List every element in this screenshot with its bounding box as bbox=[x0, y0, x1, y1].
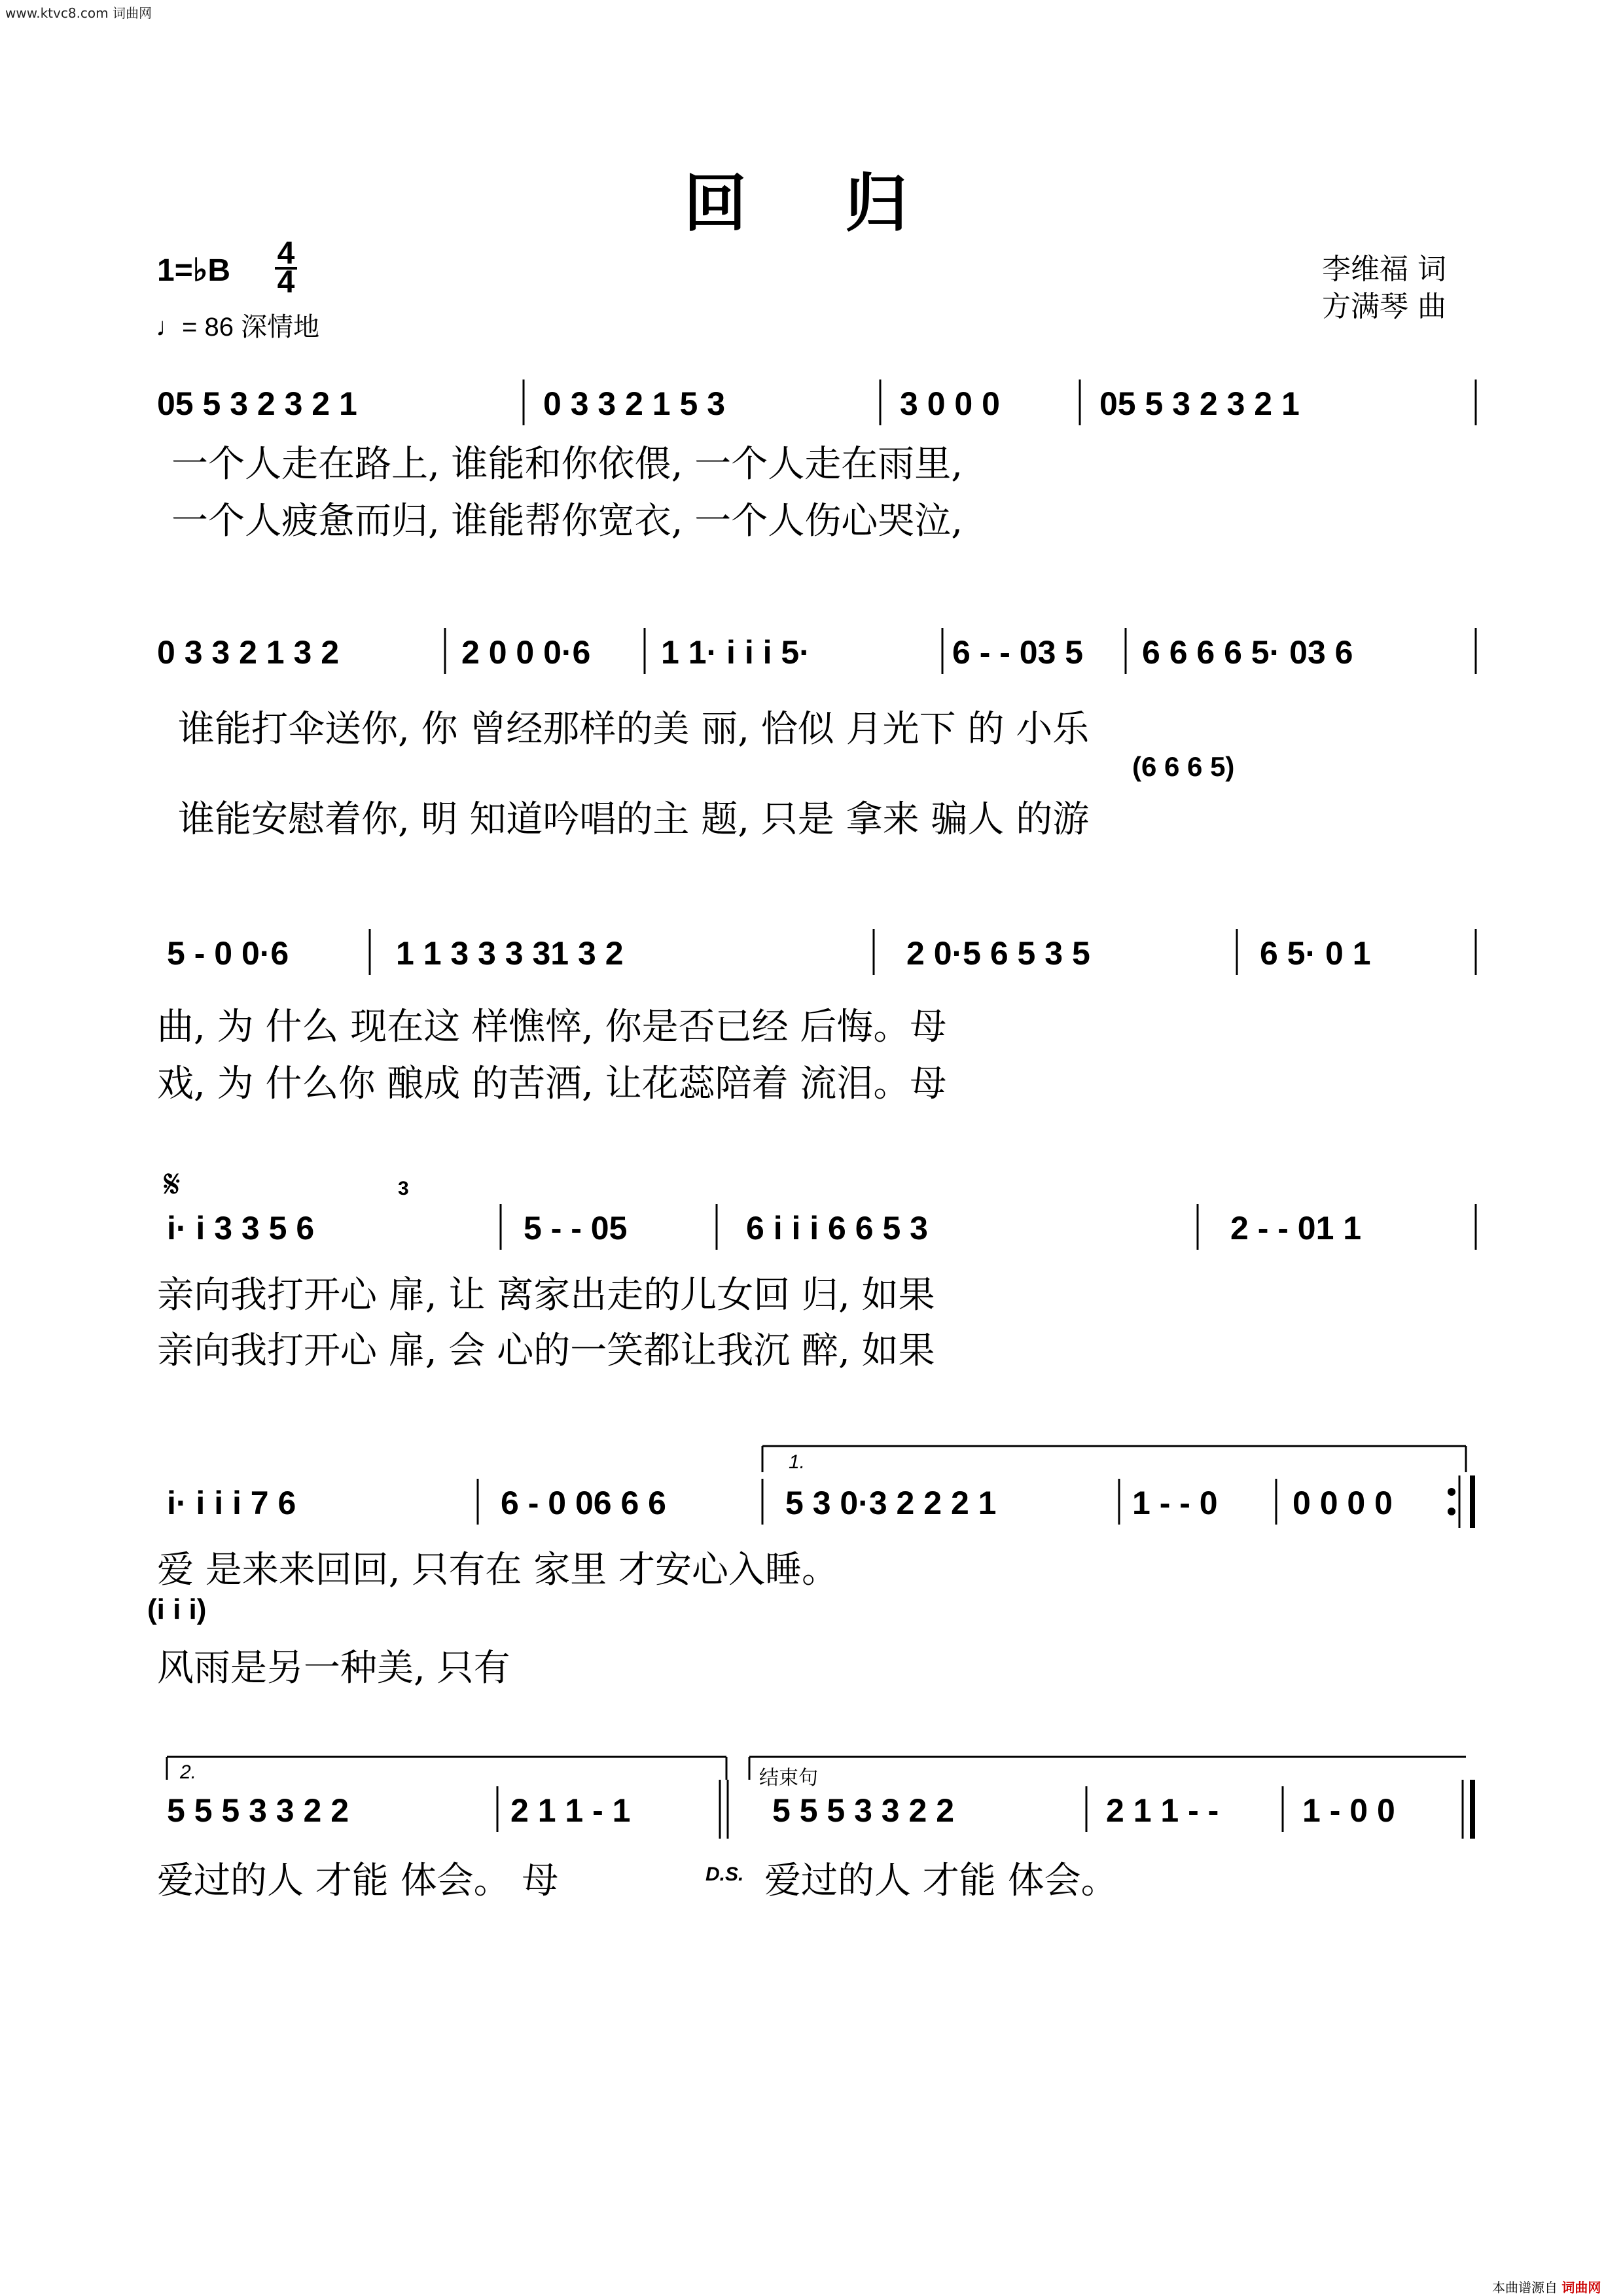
variant-notes-row-2: (6 6 6 5) bbox=[1132, 751, 1235, 782]
lyrics-row-5-verse-2: 风雨是另一种美, 只有 bbox=[157, 1647, 510, 1689]
notes-row-4-measure-3: 6 i i i 6 6 5 3 bbox=[746, 1210, 928, 1246]
lyrics-row-6-part-1: 爱过的人 才能 体会。 母 bbox=[157, 1860, 559, 1902]
notes-row-4-measure-1: i· i 3 3 5 6 bbox=[167, 1210, 315, 1246]
segno-icon: 𝄋 bbox=[164, 1161, 181, 1207]
notes-row-1-measure-4: 05 5 3 2 3 2 1 bbox=[1099, 385, 1300, 422]
lyrics-row-2-verse-2: 谁能安慰着你, 明 知道吟唱的主 题, 只是 拿来 骗人 的游 bbox=[178, 798, 1090, 841]
notes-row-4-measure-4: 2 - - 01 1 bbox=[1230, 1210, 1362, 1246]
notes-row-5-measure-4: 1 - - 0 bbox=[1132, 1485, 1218, 1521]
lyrics-row-4-verse-1: 亲向我打开心 扉, 让 离家出走的儿女回 归, 如果 bbox=[157, 1274, 935, 1316]
notes-row-6-measure-3: 5 5 5 3 3 2 2 bbox=[772, 1792, 955, 1829]
lyrics-row-6-part-2: 爱过的人 才能 体会。 bbox=[764, 1860, 1118, 1902]
notes-row-5-measure-3: 5 3 0·3 2 2 2 1 bbox=[785, 1485, 997, 1521]
lyrics-row-2-verse-1: 谁能打伞送你, 你 曾经那样的美 丽, 恰似 月光下 的 小乐 bbox=[178, 708, 1090, 751]
notes-row-2-measure-1: 0 3 3 2 1 3 2 bbox=[157, 634, 340, 671]
composer-credit: 方满琴 曲 bbox=[1322, 290, 1446, 323]
first-ending-label: 1. bbox=[789, 1451, 806, 1473]
notes-row-5-measure-1: i· i i i 7 6 bbox=[167, 1485, 296, 1521]
notes-row-3-measure-4: 6 5· 0 1 bbox=[1260, 935, 1371, 972]
key-signature: 1=♭B bbox=[157, 253, 231, 288]
notes-row-6-measure-1: 5 5 5 3 3 2 2 bbox=[167, 1792, 349, 1829]
notes-row-6-measure-4: 2 1 1 - - bbox=[1106, 1792, 1219, 1829]
tempo-marking: ♩= 86 深情地 bbox=[156, 313, 320, 342]
coda-label: 结束句 bbox=[759, 1767, 818, 1789]
lyrics-row-3-verse-1: 曲, 为 什么 现在这 样憔悴, 你是否已经 后悔。母 bbox=[157, 1006, 947, 1048]
notes-row-3-measure-2: 1 1 3 3 3 31 3 2 bbox=[396, 935, 624, 972]
lyrics-row-5-verse-1: 爱 是来来回回, 只有在 家里 才安心入睡。 bbox=[157, 1549, 839, 1591]
notes-row-2-measure-4: 6 - - 03 5 bbox=[952, 634, 1084, 671]
notes-row-2-measure-5: 6 6 6 6 5· 03 6 bbox=[1142, 634, 1353, 671]
notes-row-1-measure-1: 05 5 3 2 3 2 1 bbox=[157, 385, 357, 422]
triplet-mark: 3 bbox=[398, 1178, 409, 1199]
dal-segno-mark: D.S. bbox=[705, 1863, 744, 1885]
notes-row-2-measure-2: 2 0 0 0·6 bbox=[461, 634, 591, 671]
lyrics-row-1-verse-2: 一个人疲惫而归, 谁能帮你宽衣, 一个人伤心哭泣, bbox=[171, 500, 963, 542]
footer-source[interactable]: 本曲谱源自 词曲网 bbox=[1492, 2280, 1601, 2295]
notes-row-5-measure-2: 6 - 0 06 6 6 bbox=[501, 1485, 666, 1521]
time-signature: 4 4 bbox=[275, 241, 297, 296]
lyrics-row-4-verse-2: 亲向我打开心 扉, 会 心的一笑都让我沉 醉, 如果 bbox=[157, 1330, 935, 1372]
notes-row-1-measure-2: 0 3 3 2 1 5 3 bbox=[543, 385, 726, 422]
lyricist-credit: 李维福 词 bbox=[1322, 253, 1446, 286]
lyrics-row-3-verse-2: 戏, 为 什么你 酿成 的苦酒, 让花蕊陪着 流泪。母 bbox=[157, 1063, 947, 1105]
notes-row-6-measure-2: 2 1 1 - 1 bbox=[510, 1792, 631, 1829]
second-ending-label: 2. bbox=[180, 1761, 197, 1783]
notes-row-6-measure-5: 1 - 0 0 bbox=[1302, 1792, 1395, 1829]
notes-row-3-measure-1: 5 - 0 0·6 bbox=[167, 935, 289, 972]
notes-row-5-measure-5: 0 0 0 0 bbox=[1293, 1485, 1393, 1521]
variant-notes-row-5: (i i i) bbox=[147, 1593, 207, 1625]
site-url[interactable]: www.ktvc8.com 词曲网 bbox=[5, 5, 152, 21]
notes-row-4-measure-2: 5 - - 05 bbox=[524, 1210, 628, 1246]
song-title: 回归 bbox=[684, 166, 1006, 240]
notes-row-2-measure-3: 1 1· i i i 5· bbox=[661, 634, 810, 671]
notes-row-3-measure-3: 2 0·5 6 5 3 5 bbox=[906, 935, 1090, 972]
notes-row-1-measure-3: 3 0 0 0 bbox=[900, 385, 1000, 422]
lyrics-row-1-verse-1: 一个人走在路上, 谁能和你依偎, 一个人走在雨里, bbox=[171, 443, 963, 486]
